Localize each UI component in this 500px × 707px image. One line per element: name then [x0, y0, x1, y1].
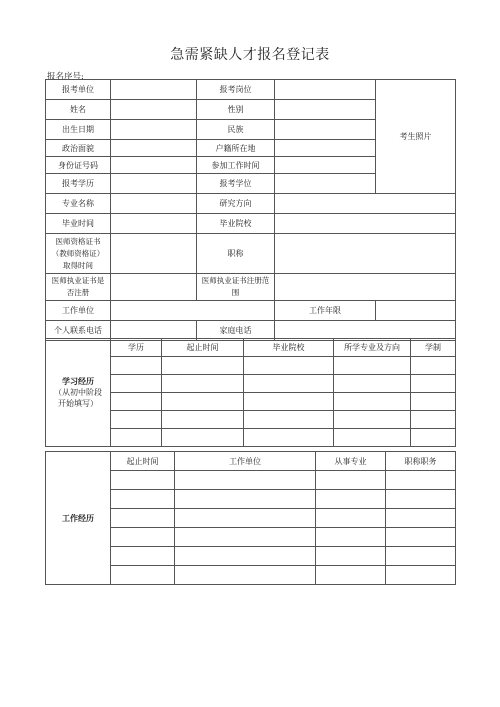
- edu-level-field[interactable]: [111, 174, 197, 194]
- license-line-2: 否注册: [66, 288, 90, 297]
- edu-cell[interactable]: [334, 357, 411, 375]
- license-scope-field[interactable]: [275, 274, 456, 301]
- edu-cell[interactable]: [111, 357, 162, 375]
- edu-header-period: 起止时间: [162, 339, 244, 357]
- work-unit-label: 工作单位: [46, 301, 111, 321]
- political-label: 政治面貌: [46, 140, 111, 157]
- grad-school-field[interactable]: [275, 214, 456, 234]
- grad-time-field[interactable]: [111, 214, 197, 234]
- edu-header-school: 毕业院校: [244, 339, 334, 357]
- work-section-label: [46, 452, 111, 585]
- edu-header-degree: 学历: [111, 339, 162, 357]
- edu-cell[interactable]: [162, 429, 244, 447]
- apply-post-label: 报考岗位: [197, 80, 275, 100]
- degree-label: 报考学位: [197, 174, 275, 194]
- work-cell[interactable]: [386, 471, 456, 490]
- edu-cell[interactable]: [162, 375, 244, 393]
- gender-field[interactable]: [275, 100, 376, 120]
- work-header-unit: 工作单位: [175, 452, 316, 471]
- work-cell[interactable]: [316, 509, 386, 528]
- work-cell[interactable]: [386, 490, 456, 509]
- work-start-field[interactable]: [275, 157, 376, 174]
- work-title: 工作经历: [62, 513, 94, 523]
- edu-cell[interactable]: [111, 393, 162, 411]
- edu-cell[interactable]: [334, 393, 411, 411]
- grad-time-label: 毕业时间: [46, 214, 111, 234]
- work-header-period: 起止时间: [111, 452, 175, 471]
- edu-cell[interactable]: [244, 375, 334, 393]
- work-cell[interactable]: [175, 509, 316, 528]
- work-cell[interactable]: [111, 471, 175, 490]
- apply-unit-label: 报考单位: [46, 80, 111, 100]
- license-scope-line-2: 围: [231, 288, 240, 297]
- idno-label: 身份证号码: [46, 157, 111, 174]
- education-note-2: 开始填写）: [58, 399, 98, 408]
- name-label: 姓名: [46, 100, 111, 120]
- edu-level-label: 报考学历: [46, 174, 111, 194]
- qual-cert-field[interactable]: [111, 234, 197, 274]
- work-cell[interactable]: [111, 547, 175, 566]
- edu-cell[interactable]: [411, 375, 456, 393]
- edu-cell[interactable]: [334, 429, 411, 447]
- work-cell[interactable]: [316, 471, 386, 490]
- license-line-1: 医师执业证书是: [51, 276, 105, 285]
- ethnicity-field[interactable]: [275, 120, 376, 140]
- work-cell[interactable]: [316, 566, 386, 585]
- edu-cell[interactable]: [244, 357, 334, 375]
- work-cell[interactable]: [386, 509, 456, 528]
- edu-cell[interactable]: [244, 393, 334, 411]
- form-title: 急需紧缺人才报名登记表: [170, 47, 330, 63]
- major-label: 专业名称: [46, 194, 111, 214]
- edu-cell[interactable]: [162, 357, 244, 375]
- qual-cert-line-1: 医师资格证书: [55, 236, 101, 246]
- birth-label: 出生日期: [46, 120, 111, 140]
- work-cell[interactable]: [386, 528, 456, 547]
- edu-cell[interactable]: [411, 411, 456, 429]
- qual-cert-line-2: （教师资格证）: [51, 248, 105, 258]
- research-field[interactable]: [275, 194, 456, 214]
- gender-label: 性别: [197, 100, 275, 120]
- photo-box[interactable]: [376, 80, 456, 194]
- work-cell[interactable]: [111, 566, 175, 585]
- education-note-1: （从初中阶段: [54, 388, 102, 397]
- qual-cert-label: [46, 234, 111, 274]
- work-cell[interactable]: [175, 566, 316, 585]
- work-header-title: 职称职务: [386, 452, 456, 471]
- serial-number-label: 报名序号:: [47, 72, 84, 82]
- work-cell[interactable]: [175, 490, 316, 509]
- name-field[interactable]: [111, 100, 197, 120]
- apply-unit-field[interactable]: [111, 80, 197, 100]
- phone-label: 个人联系电话: [46, 321, 111, 341]
- research-label: 研究方向: [197, 194, 275, 214]
- qual-cert-line-3: 取得时间: [63, 260, 93, 270]
- license-field[interactable]: [111, 274, 197, 301]
- title-rank-field[interactable]: [275, 234, 456, 274]
- edu-cell[interactable]: [162, 393, 244, 411]
- edu-cell[interactable]: [334, 411, 411, 429]
- education-section-label: [46, 339, 111, 447]
- work-cell[interactable]: [386, 566, 456, 585]
- hukou-label: 户籍所在地: [197, 140, 275, 157]
- work-header-field: 从事专业: [316, 452, 386, 471]
- apply-post-field[interactable]: [275, 80, 376, 100]
- registration-table: [45, 79, 456, 341]
- edu-cell[interactable]: [244, 411, 334, 429]
- political-field[interactable]: [111, 140, 197, 157]
- work-cell[interactable]: [111, 528, 175, 547]
- edu-cell[interactable]: [111, 411, 162, 429]
- work-years-field[interactable]: [376, 301, 456, 321]
- education-table: [45, 338, 456, 447]
- title-rank-label: 职称: [197, 234, 275, 274]
- work-cell[interactable]: [316, 490, 386, 509]
- work-cell[interactable]: [175, 547, 316, 566]
- edu-cell[interactable]: [244, 429, 334, 447]
- edu-cell[interactable]: [411, 357, 456, 375]
- work-cell[interactable]: [175, 528, 316, 547]
- edu-cell[interactable]: [162, 411, 244, 429]
- work-unit-field[interactable]: [111, 301, 275, 321]
- education-title: 学习经历: [62, 377, 94, 386]
- edu-cell[interactable]: [111, 375, 162, 393]
- edu-cell[interactable]: [411, 393, 456, 411]
- license-scope-line-1: 医师执业证书注册范: [201, 276, 270, 285]
- work-start-label: 参加工作时间: [197, 157, 275, 174]
- grad-school-label: 毕业院校: [197, 214, 275, 234]
- idno-field[interactable]: [111, 157, 197, 174]
- photo-label: 考生照片: [399, 132, 432, 141]
- edu-cell[interactable]: [111, 429, 162, 447]
- hukou-field[interactable]: [275, 140, 376, 157]
- birth-field[interactable]: [111, 120, 197, 140]
- work-cell[interactable]: [111, 509, 175, 528]
- ethnicity-label: 民族: [197, 120, 275, 140]
- home-phone-label: 家庭电话: [197, 321, 275, 341]
- work-experience-table: [45, 451, 456, 585]
- work-cell[interactable]: [316, 547, 386, 566]
- edu-cell[interactable]: [334, 375, 411, 393]
- work-cell[interactable]: [386, 547, 456, 566]
- work-cell[interactable]: [175, 471, 316, 490]
- work-cell[interactable]: [316, 528, 386, 547]
- edu-header-duration: 学制: [411, 339, 456, 357]
- edu-header-major: 所学专业及方向: [334, 339, 411, 357]
- work-cell[interactable]: [111, 490, 175, 509]
- edu-cell[interactable]: [411, 429, 456, 447]
- license-label: [46, 274, 111, 301]
- degree-field[interactable]: [275, 174, 376, 194]
- work-years-label: 工作年限: [275, 301, 376, 321]
- license-scope-label: [197, 274, 275, 301]
- major-field[interactable]: [111, 194, 197, 214]
